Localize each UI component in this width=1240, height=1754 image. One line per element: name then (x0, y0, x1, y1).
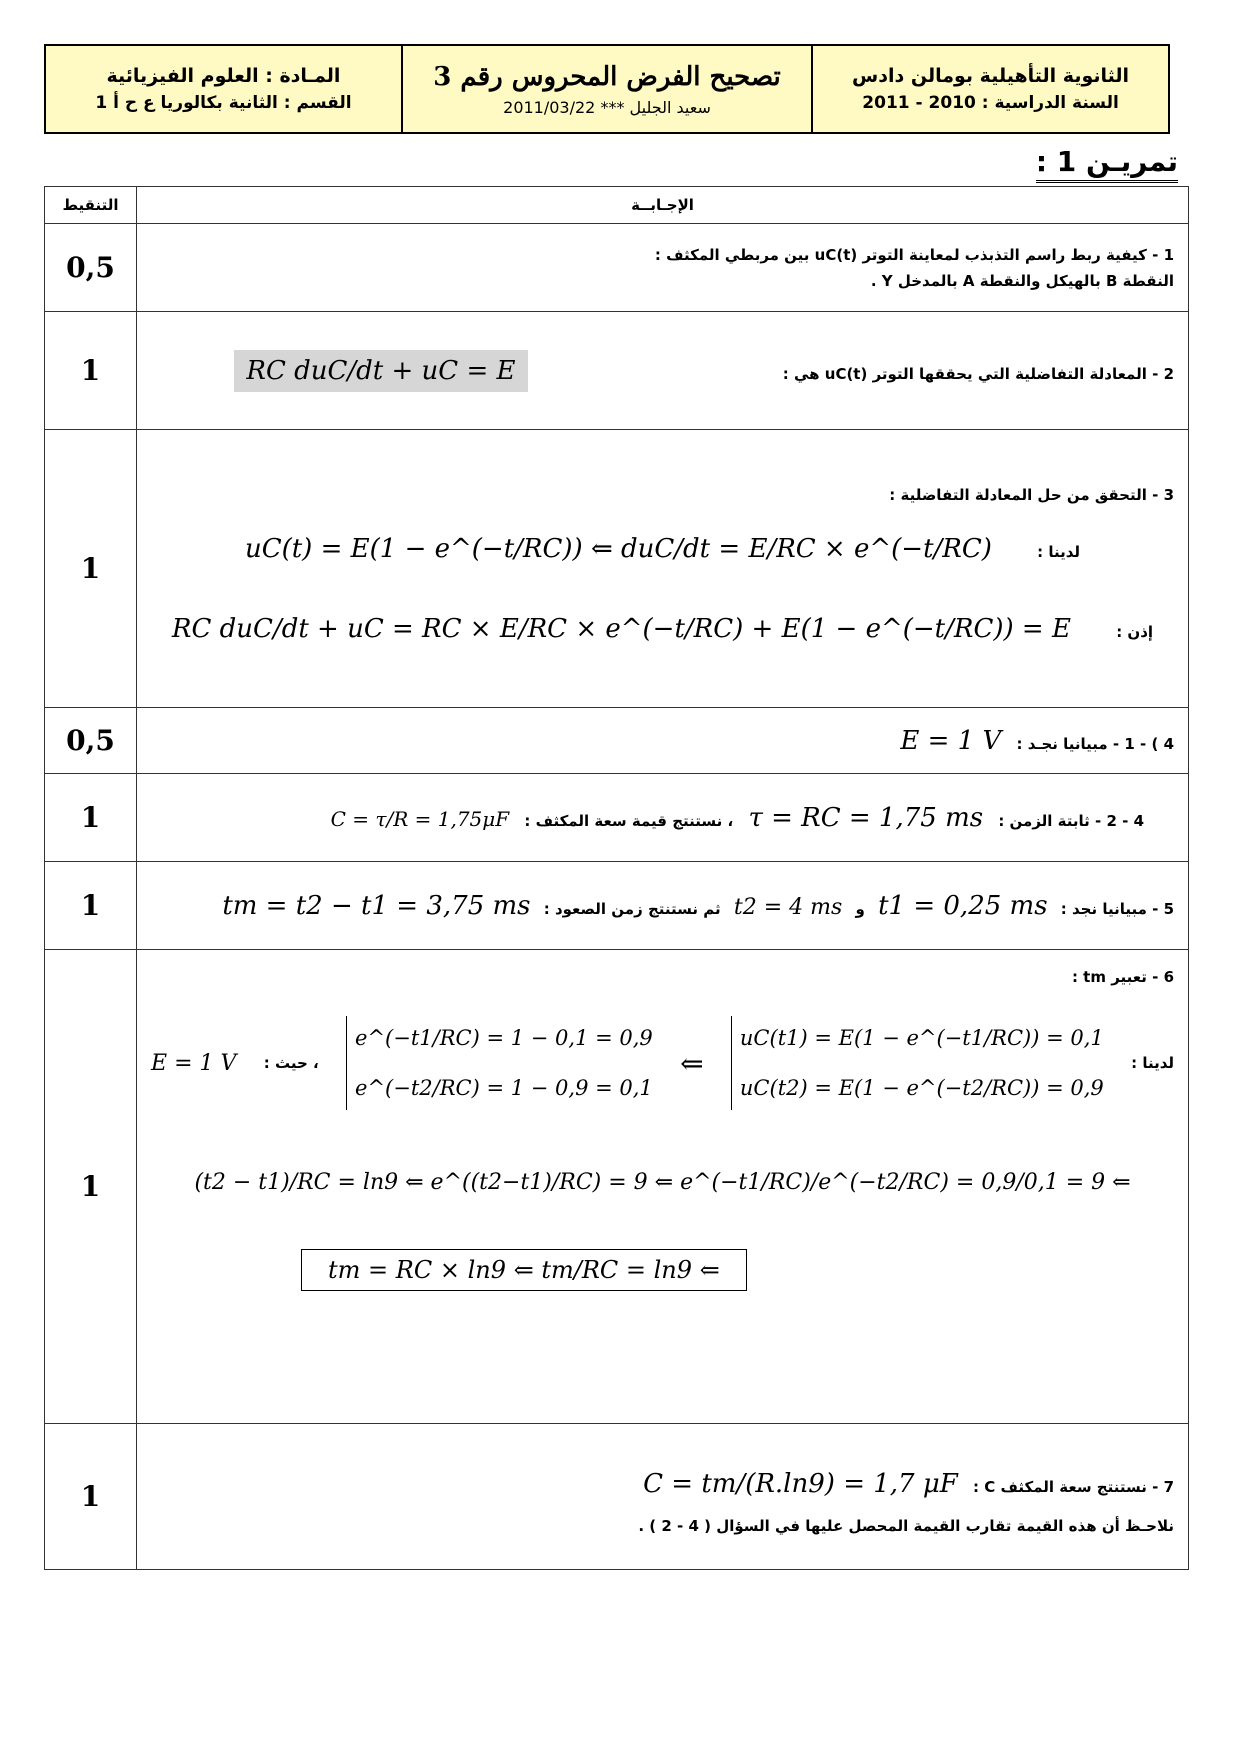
q5-text2: ثم نستنتج زمن الصعود : (543, 899, 721, 918)
q6-system-b (346, 1016, 653, 1110)
q4-eq: E = 1 V (900, 725, 1002, 756)
q6-a1: uC(t1) = E(1 − e^(−t1/RC)) = 0,1 (739, 1026, 1104, 1050)
exercise-title: تمريـن 1 : (1036, 145, 1178, 183)
table-row (45, 950, 1189, 1424)
q5-text: 5 - مبيانيا نجد : (1060, 899, 1174, 918)
school-year: السنة الدراسية : 2010 - 2011 (862, 93, 1119, 113)
class: القسم : الثانية بكالوريا ع ح أ 1 (95, 93, 352, 113)
q6-d: tm = RC × ln9 ⇐ tm/RC = ln9 ⇐ (328, 1256, 720, 1284)
q5-and: و (855, 899, 865, 918)
answer-cell (137, 312, 1189, 430)
table-header-row (45, 187, 1189, 224)
answer-cell (137, 862, 1189, 950)
author-date: سعيد الجليل *** 2011/03/22 (503, 97, 711, 117)
header-subject-cell (46, 46, 401, 132)
q6-haythu: ، حيث : (263, 1054, 319, 1072)
table-row (45, 312, 1189, 430)
header-school-cell (811, 46, 1168, 132)
mark-cell: 1 (45, 862, 137, 950)
table-row (45, 224, 1189, 312)
answer-cell (137, 708, 1189, 774)
mark-cell: 0,5 (45, 708, 137, 774)
subject: المـادة : العلوم الفيزيائية (106, 65, 341, 87)
q6-line-c (151, 1170, 1174, 1195)
q6-line-d (151, 1249, 1174, 1291)
q7-eq: C = tm/(R.ln9) = 1,7 μF (643, 1468, 958, 1499)
col-answer-header: الإجـابــة (137, 187, 1189, 224)
q3-text: 3 - التحقق من حل المعادلة التفاضلية : (889, 485, 1174, 504)
mark-cell: 1 (45, 312, 137, 430)
q6-E: E = 1 V (151, 1050, 237, 1076)
q5-t2: t2 = 4 ms (733, 894, 843, 920)
table-row (45, 430, 1189, 708)
q7-note: نلاحـظ أن هذه القيمة تقارب القيمة المحصل عليها في السؤال ( 4 - 2 ) . (638, 1516, 1174, 1535)
mark-cell: 1 (45, 430, 137, 708)
q7-line (151, 1469, 1174, 1499)
q6-ladayna: لدينا : (1131, 1054, 1174, 1072)
q6-c: (t2 − t1)/RC = ln9 ⇐ e^((t2−t1)/RC) = 9 ⇐ e^(−t1/RC)/e^(−t2/RC) = 0,9/0,1 = 9 ⇐ (194, 1170, 1131, 1195)
q3-line2 (151, 614, 1174, 644)
table-row (45, 774, 1189, 862)
q5-t1: t1 = 0,25 ms (878, 890, 1048, 921)
header-box (44, 44, 1170, 134)
q3-idhan: إذن : (1116, 622, 1154, 641)
answer-cell (137, 430, 1189, 708)
mark-cell: 0,5 (45, 224, 137, 312)
doc-title: تصحيح الفرض المحروس رقم 3 (433, 61, 781, 92)
q6-result-box (301, 1249, 747, 1291)
q5-tm: tm = t2 − t1 = 3,75 ms (222, 890, 531, 921)
answer-cell (137, 224, 1189, 312)
q3-eq2: RC duC/dt + uC = RC × E/RC × e^(−t/RC) + E(1 − e^(−t/RC)) = E (171, 613, 1071, 644)
q1-text: 1 - كيفية ربط راسم التذبذب لمعاينة التوتر uC(t) بين مربطي المكثف : (654, 245, 1174, 264)
q42-text: 4 - 2 - ثابتة الزمن : (998, 811, 1144, 830)
mark-cell: 1 (45, 950, 137, 1424)
q6-system (151, 1016, 1174, 1110)
answer-cell (137, 1424, 1189, 1570)
answer-cell (137, 950, 1189, 1424)
header-title-cell (401, 46, 811, 132)
q6-text: 6 - تعبير tm : (1071, 968, 1174, 986)
q42-eq2: C = τ/R = 1,75μF (330, 806, 510, 831)
q2-equation: RC duC/dt + uC = E (246, 355, 516, 386)
school-name: الثانوية التأهيلية بومالن دادس (852, 65, 1130, 87)
table-row (45, 1424, 1189, 1570)
mark-cell: 1 (45, 774, 137, 862)
col-mark-header: التنقيط (45, 187, 137, 224)
q6-implies-arrow: ⇐ (680, 1046, 704, 1080)
q3-line1 (151, 534, 1174, 564)
q2-text: 2 - المعادلة التفاضلية التي يحققها التوتر uC(t) هي : (782, 364, 1174, 383)
q6-system-a (731, 1016, 1104, 1110)
q6-b1: e^(−t1/RC) = 1 − 0,1 = 0,9 (355, 1026, 653, 1050)
q42-text2: ، نستنتج قيمة سعة المكثف : (524, 811, 734, 830)
answer-cell (137, 774, 1189, 862)
q42-eq: τ = RC = 1,75 ms (748, 802, 984, 833)
q1-text2: النقطة B بالهيكل والنقطة A بالمدخل Y . (870, 271, 1174, 290)
q6-a2: uC(t2) = E(1 − e^(−t2/RC)) = 0,9 (739, 1076, 1104, 1100)
q2-equation-box (234, 350, 527, 392)
table-row (45, 708, 1189, 774)
q7-text: 7 - نستنتج سعة المكثف C : (973, 1477, 1174, 1496)
q4-text: 4 ) - 1 - مبيانيا نجـد : (1016, 734, 1174, 753)
q3-ladayna: لدينا : (1037, 542, 1081, 561)
q6-b2: e^(−t2/RC) = 1 − 0,9 = 0,1 (355, 1076, 653, 1100)
correction-table (44, 186, 1189, 1570)
mark-cell: 1 (45, 1424, 137, 1570)
q3-eq1: uC(t) = E(1 − e^(−t/RC)) ⇐ duC/dt = E/RC × e^(−t/RC) (244, 533, 992, 564)
table-row (45, 862, 1189, 950)
